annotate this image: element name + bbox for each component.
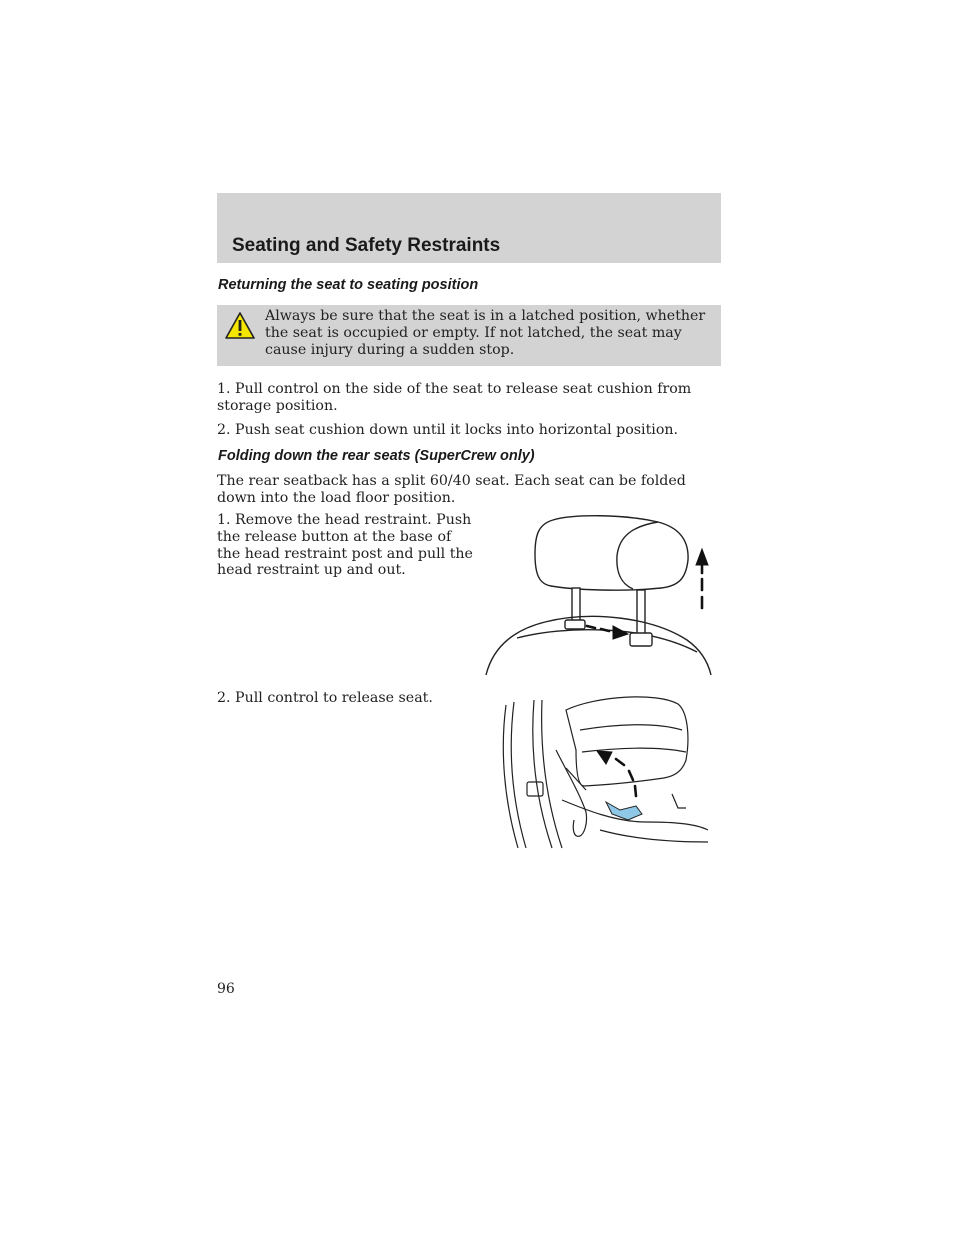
seat-release-control-illustration bbox=[496, 690, 716, 852]
step-1-fold: 1. Remove the head restraint. Push the release button at the base of the head restraint post and pull the head restraint up and out. bbox=[217, 512, 473, 579]
warning-text: Always be sure that the seat is in a latched position, whether the seat is occupied or empty. If not latched, the seat may cause injury during a sudden stop. bbox=[265, 308, 706, 358]
subheading-returning-seat: Returning the seat to seating position bbox=[218, 277, 479, 293]
page-number: 96 bbox=[217, 981, 235, 997]
subheading-folding-seats: Folding down the rear seats (SuperCrew only) bbox=[218, 448, 535, 464]
step-1-return: 1. Pull control on the side of the seat to release seat cushion from storage position. bbox=[217, 381, 692, 414]
step-2-return: 2. Push seat cushion down until it locks into horizontal position. bbox=[217, 422, 679, 438]
section-title: Seating and Safety Restraints bbox=[232, 235, 501, 256]
warning-box bbox=[217, 305, 721, 366]
step-2-fold: 2. Pull control to release seat. bbox=[217, 690, 433, 706]
folding-intro: The rear seatback has a split 60/40 seat. Each seat can be folded down into the load floor position. bbox=[217, 473, 686, 506]
head-restraint-illustration bbox=[483, 512, 713, 680]
section-header-band bbox=[217, 193, 721, 263]
